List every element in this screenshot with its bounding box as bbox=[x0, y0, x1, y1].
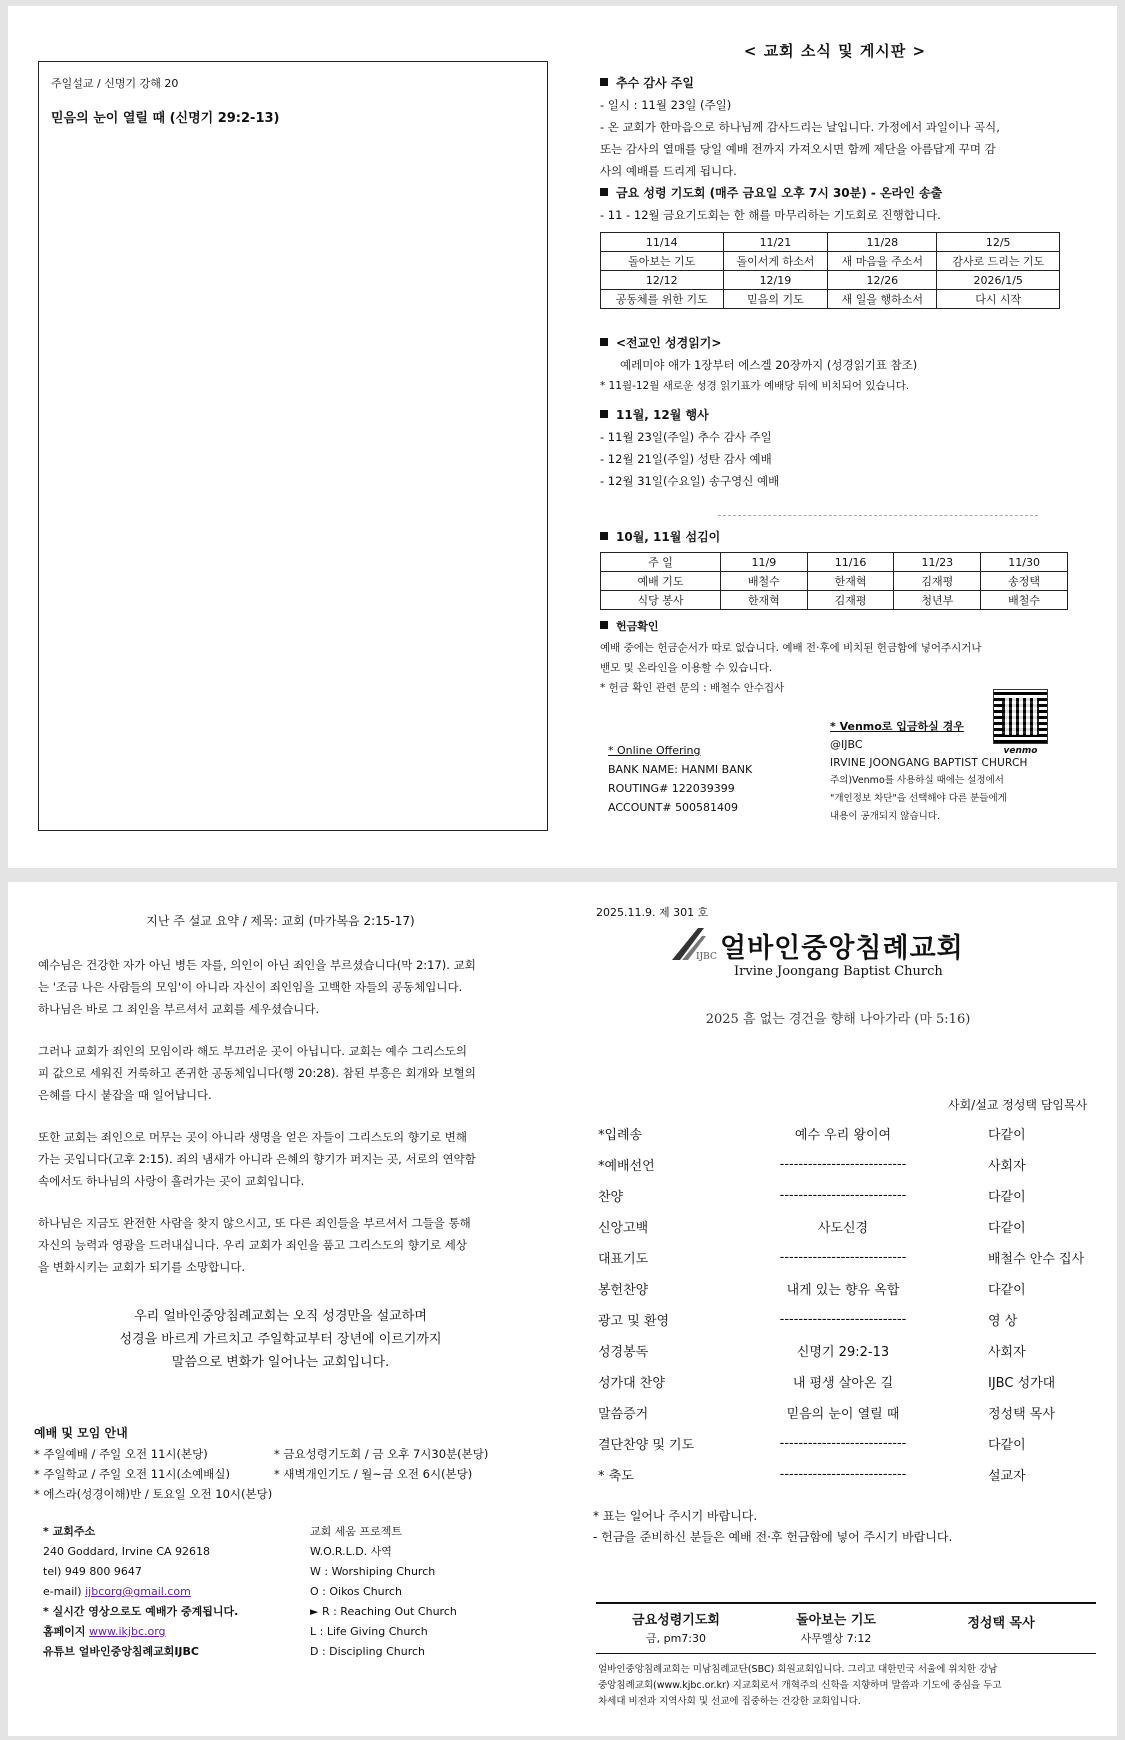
table-cell: 새 마음을 주소서 bbox=[828, 252, 937, 271]
meetings-section bbox=[34, 1422, 554, 1504]
order-item: 광고 및 환영 bbox=[598, 1314, 670, 1329]
order-content: 내게 있는 향유 옥합 bbox=[786, 1283, 900, 1298]
event-item: - 12월 31일(수요일) 송구영신 예배 bbox=[600, 474, 780, 488]
order-content: --------------------------- bbox=[779, 1250, 907, 1265]
email-label: e-mail) bbox=[43, 1585, 82, 1598]
table-cell: 송정택 bbox=[981, 572, 1068, 591]
order-content: --------------------------- bbox=[779, 1467, 907, 1482]
order-content: 내 평생 살아온 길 bbox=[792, 1376, 894, 1391]
order-leader: 설교자 bbox=[988, 1469, 1026, 1484]
order-leader: 다같이 bbox=[988, 1283, 1026, 1298]
sermon-notes-box bbox=[38, 61, 548, 831]
table-cell: 믿음의 기도 bbox=[723, 290, 828, 309]
order-row bbox=[598, 1335, 1084, 1366]
venmo-qr-code[interactable] bbox=[993, 689, 1048, 744]
table-cell: 공동체를 위한 기도 bbox=[601, 290, 724, 309]
summary-line: 하나님은 바로 그 죄인을 부르셔서 교회를 세우셨습니다. bbox=[38, 1002, 320, 1016]
divider bbox=[718, 515, 1038, 516]
summary-line: 은혜를 다시 붙잡을 때 일어납니다. bbox=[38, 1088, 212, 1102]
table-cell: 12/26 bbox=[828, 271, 937, 290]
order-row bbox=[598, 1428, 1084, 1459]
order-row bbox=[598, 1366, 1084, 1397]
order-item: *입례송 bbox=[598, 1128, 643, 1143]
venmo-account-name: IRVINE JOONGANG BAPTIST CHURCH bbox=[830, 757, 1028, 769]
world-item: ► R : Reaching Out Church bbox=[310, 1605, 457, 1618]
order-item: 말씀증거 bbox=[598, 1407, 649, 1422]
world-item: L : Life Giving Church bbox=[310, 1625, 428, 1638]
order-leader: 사회자 bbox=[988, 1345, 1026, 1360]
order-row bbox=[598, 1304, 1084, 1335]
address-label: * 교회주소 bbox=[43, 1525, 96, 1538]
offering-line: 예배 중에는 헌금순서가 따로 없습니다. 예배 전·후에 비치된 헌금함에 넣어주시거나 bbox=[600, 642, 982, 654]
order-leader: 영 상 bbox=[988, 1314, 1018, 1329]
table-cell: 11/16 bbox=[807, 553, 894, 572]
order-content: --------------------------- bbox=[779, 1188, 907, 1203]
reading-note: * 11월-12월 새로운 성경 읽기표가 예배당 뒤에 비치되어 있습니다. bbox=[600, 380, 910, 392]
serving-heading: 10월, 11월 섬김이 bbox=[616, 530, 721, 544]
church-name-en: Irvine Joongang Baptist Church bbox=[734, 964, 943, 979]
table-row bbox=[601, 591, 1068, 610]
online-offering-title: * Online Offering bbox=[608, 744, 701, 757]
friday-prayer-section bbox=[600, 182, 1100, 309]
table-cell: 다시 시작 bbox=[937, 290, 1060, 309]
email-link[interactable]: ijbcorg@gmail.com bbox=[85, 1585, 191, 1598]
board-title: < 교회 소식 및 게시판 > bbox=[743, 42, 927, 60]
table-cell: 배철수 bbox=[720, 572, 807, 591]
meeting-item: * 주일학교 / 주일 오전 11시(소예배실) bbox=[34, 1467, 230, 1481]
order-leader: 다같이 bbox=[988, 1128, 1026, 1143]
summary-line: 가는 곳입니다(고후 2:15). 죄의 냄새가 아니라 은혜의 향기가 퍼지는 곳, 서로의 연약함 bbox=[38, 1152, 476, 1166]
order-item: 봉헌찬양 bbox=[598, 1283, 649, 1298]
about-line: 얼바인중앙침례교회는 미남침례교단(SBC) 회원교회입니다. 그리고 대한민국 서울에 위치한 강남 bbox=[598, 1664, 998, 1675]
order-row bbox=[598, 1242, 1084, 1273]
mission-statement bbox=[8, 1305, 553, 1374]
table-cell: 돌이서게 하소서 bbox=[723, 252, 828, 271]
serving-table bbox=[600, 552, 1068, 610]
summary-line: 피 값으로 세워진 거룩하고 존귀한 공동체입니다(행 20:28). 참된 부흥은 회개와 보혈의 bbox=[38, 1066, 476, 1080]
table-row bbox=[601, 233, 1060, 252]
bible-reading-section bbox=[600, 332, 1100, 396]
order-content: --------------------------- bbox=[779, 1312, 907, 1327]
order-content: --------------------------- bbox=[779, 1157, 907, 1172]
order-content: --------------------------- bbox=[779, 1436, 907, 1451]
sermon-series: 주일설교 / 신명기 강해 20 bbox=[51, 77, 179, 90]
table-row bbox=[601, 252, 1060, 271]
order-leader: 다같이 bbox=[988, 1190, 1026, 1205]
table-row bbox=[601, 290, 1060, 309]
table-row bbox=[601, 271, 1060, 290]
order-item: 성경봉독 bbox=[598, 1345, 649, 1360]
table-cell: 11/9 bbox=[720, 553, 807, 572]
order-leader: 배철수 안수 집사 bbox=[988, 1252, 1085, 1267]
about-line: 차세대 비전과 지역사회 및 선교에 집중하는 건강한 교회입니다. bbox=[598, 1696, 861, 1707]
table-cell: 김재평 bbox=[894, 572, 981, 591]
summary-line: 또한 교회는 죄인으로 머무는 곳이 아니라 생명을 얻은 자들이 그리스도의 향기로 변해 bbox=[38, 1130, 468, 1144]
order-item: 성가대 찬양 bbox=[598, 1376, 665, 1391]
bullet-square-icon bbox=[600, 78, 608, 86]
venmo-handle: @IJBC bbox=[830, 738, 863, 751]
footer-title: 금요성령기도회 bbox=[632, 1613, 720, 1628]
world-item: W : Worshiping Church bbox=[310, 1565, 436, 1578]
thanksgiving-line: 또는 감사의 열매를 당일 예배 전까지 가져오시면 함께 제단을 아름답게 꾸며 감 bbox=[600, 142, 996, 156]
bullet-square-icon bbox=[600, 621, 608, 629]
friday-heading: 금요 성령 기도회 (매주 금요일 오후 7시 30분) - 온라인 송출 bbox=[616, 186, 943, 200]
world-item: O : Oikos Church bbox=[310, 1585, 402, 1598]
events-heading: 11월, 12월 행사 bbox=[616, 408, 709, 422]
table-cell: 식당 봉사 bbox=[601, 591, 721, 610]
meeting-item: * 주일예배 / 주일 오전 11시(본당) bbox=[34, 1447, 208, 1461]
order-note: - 헌금을 준비하신 분들은 예배 전·후 헌금함에 넣어 주시기 바랍니다. bbox=[593, 1530, 953, 1544]
table-cell: 돌아보는 기도 bbox=[601, 252, 724, 271]
thanksgiving-line: - 온 교회가 한마음으로 하나님께 감사드리는 날입니다. 가정에서 과일이나 곡식, bbox=[600, 120, 1000, 134]
footer-bar bbox=[596, 1602, 1096, 1654]
venmo-note: "개인정보 차단"을 선택해야 다른 분들에게 bbox=[830, 793, 1007, 804]
address-street: 240 Goddard, Irvine CA 92618 bbox=[43, 1545, 211, 1558]
offering-line: * 헌금 확인 관련 문의 : 배철수 안수집사 bbox=[600, 682, 785, 694]
order-note: * 표는 일어나 주시기 바랍니다. bbox=[593, 1509, 758, 1523]
order-leader: IJBC 성가대 bbox=[988, 1376, 1056, 1391]
order-row bbox=[598, 1180, 1084, 1211]
world-subtitle: W.O.R.L.D. 사역 bbox=[310, 1545, 392, 1558]
bullet-square-icon bbox=[600, 188, 608, 196]
address-block bbox=[43, 1522, 238, 1662]
account-number: ACCOUNT# 500581409 bbox=[608, 801, 739, 814]
order-leader: 사회자 bbox=[988, 1159, 1026, 1174]
order-notes bbox=[593, 1506, 952, 1548]
church-about bbox=[598, 1662, 1098, 1710]
venmo-note: 내용이 공개되지 않습니다. bbox=[830, 811, 941, 822]
about-line: 중앙침례교회(www.kjbc.or.kr) 지교회로서 개혁주의 신학을 지향하며 말씀과 기도에 중심을 두고 bbox=[598, 1680, 1002, 1691]
world-project bbox=[310, 1522, 457, 1662]
order-content: 사도신경 bbox=[817, 1221, 869, 1236]
mission-line: 말씀으로 변화가 일어나는 교회입니다. bbox=[171, 1355, 390, 1370]
thanksgiving-date: - 일시 : 11월 23일 (주일) bbox=[600, 98, 732, 112]
routing-number: ROUTING# 122039399 bbox=[608, 782, 735, 795]
church-name-kr: 얼바인중앙침례교회 bbox=[720, 933, 964, 964]
table-cell: 2026/1/5 bbox=[937, 271, 1060, 290]
friday-note: - 11 - 12월 금요기도회는 한 해를 마무리하는 기도회로 진행합니다. bbox=[600, 208, 941, 222]
event-item: - 12월 21일(주일) 성탄 감사 예배 bbox=[600, 452, 772, 466]
thanksgiving-line: 사의 예배를 드리게 됩니다. bbox=[600, 164, 737, 178]
table-row bbox=[601, 553, 1068, 572]
sermon-title: 믿음의 눈이 열릴 때 (신명기 29:2-13) bbox=[51, 111, 280, 126]
bullet-square-icon bbox=[600, 338, 608, 346]
mission-line: 우리 얼바인중앙침례교회는 오직 성경만을 설교하며 bbox=[134, 1309, 427, 1324]
world-title: 교회 세움 프로젝트 bbox=[310, 1525, 403, 1538]
service-leader: 사회/설교 정성택 담임목사 bbox=[948, 1098, 1088, 1112]
order-content: 믿음의 눈이 열릴 때 bbox=[786, 1407, 900, 1422]
serving-section bbox=[600, 526, 1100, 610]
table-cell: 11/30 bbox=[981, 553, 1068, 572]
footer-preacher: 정성택 목사 bbox=[967, 1616, 1035, 1631]
summary-line: 속에서도 하나님의 사랑이 흘러가는 곳이 교회입니다. bbox=[38, 1174, 305, 1188]
thanksgiving-heading: 추수 감사 주일 bbox=[616, 76, 694, 90]
order-item: 결단찬양 및 기도 bbox=[598, 1438, 695, 1453]
order-item: * 축도 bbox=[598, 1469, 634, 1484]
offering-section bbox=[600, 616, 1100, 698]
table-cell: 한재혁 bbox=[807, 572, 894, 591]
summary-heading: 지난 주 설교 요약 / 제목: 교회 (마가복음 2:15-17) bbox=[146, 914, 415, 928]
meeting-item: * 금요성령기도회 / 금 오후 7시30분(본당) bbox=[274, 1447, 489, 1461]
live-stream-note: * 실시간 영상으로도 예배가 중계됩니다. bbox=[43, 1605, 239, 1618]
sermon-summary bbox=[38, 954, 558, 1278]
table-cell: 예배 기도 bbox=[601, 572, 721, 591]
phone-number: tel) 949 800 9647 bbox=[43, 1565, 142, 1578]
event-item: - 11월 23일(주일) 추수 감사 주일 bbox=[600, 430, 772, 444]
footer-sub: 사무엘상 7:12 bbox=[800, 1632, 872, 1645]
venmo-note: 주의)Venmo를 사용하실 때에는 설정에서 bbox=[830, 775, 1004, 786]
events-section bbox=[600, 404, 1100, 492]
table-cell: 배철수 bbox=[981, 591, 1068, 610]
homepage-link[interactable]: www.ikjbc.org bbox=[89, 1625, 166, 1638]
mission-line: 성경을 바르게 가르치고 주일학교부터 장년에 이르기까지 bbox=[119, 1332, 442, 1347]
table-cell: 한재혁 bbox=[720, 591, 807, 610]
order-item: 신앙고백 bbox=[598, 1221, 649, 1236]
table-cell: 11/21 bbox=[723, 233, 828, 252]
order-content: 예수 우리 왕이여 bbox=[794, 1128, 892, 1143]
reading-heading: <전교인 성경읽기> bbox=[616, 336, 722, 350]
meeting-item: * 새벽개인기도 / 월~금 오전 6시(본당) bbox=[274, 1467, 473, 1481]
bank-name: BANK NAME: HANMI BANK bbox=[608, 763, 753, 776]
table-cell: 새 일을 행하소서 bbox=[828, 290, 937, 309]
order-item: 찬양 bbox=[598, 1190, 624, 1205]
table-cell: 청년부 bbox=[894, 591, 981, 610]
order-leader: 정성택 목사 bbox=[988, 1407, 1055, 1422]
online-offering-block bbox=[608, 741, 752, 817]
reading-line: 예레미야 애가 1장부터 에스겔 20장까지 (성경읽기표 참조) bbox=[620, 358, 918, 372]
table-cell: 12/12 bbox=[601, 271, 724, 290]
table-cell: 11/28 bbox=[828, 233, 937, 252]
table-cell: 11/23 bbox=[894, 553, 981, 572]
offering-line: 밴모 및 온라인을 이용할 수 있습니다. bbox=[600, 662, 773, 674]
footer-sub: 금, pm7:30 bbox=[645, 1632, 707, 1645]
world-item: D : Discipling Church bbox=[310, 1645, 426, 1658]
meetings-heading: 예배 및 모임 안내 bbox=[34, 1426, 128, 1440]
footer-title: 돌아보는 기도 bbox=[796, 1613, 876, 1628]
order-of-worship bbox=[598, 1118, 1084, 1490]
table-cell: 김재평 bbox=[807, 591, 894, 610]
logo-letters: IJBC bbox=[696, 952, 717, 962]
summary-line: 는 '조금 나은 사람들의 모임'이 아니라 자신이 죄인임을 고백한 자들의 공동체입니다. bbox=[38, 980, 463, 994]
venmo-title: * Venmo로 입금하실 경우 bbox=[830, 720, 964, 733]
order-row bbox=[598, 1149, 1084, 1180]
youtube-channel: 유튜브 얼바인중앙침례교회IJBC bbox=[43, 1645, 199, 1658]
order-content: 신명기 29:2-13 bbox=[796, 1345, 890, 1360]
bulletin-page-cover bbox=[8, 882, 1117, 1736]
order-leader: 다같이 bbox=[988, 1221, 1026, 1236]
summary-line: 을 변화시키는 교회가 되기를 소망합니다. bbox=[38, 1260, 246, 1274]
offering-heading: 헌금확인 bbox=[616, 620, 659, 633]
table-cell: 12/5 bbox=[937, 233, 1060, 252]
table-cell: 11/14 bbox=[601, 233, 724, 252]
order-row bbox=[598, 1118, 1084, 1149]
order-item: 대표기도 bbox=[598, 1252, 649, 1267]
meeting-item: * 에스라(성경이해)반 / 토요일 오전 10시(본당) bbox=[34, 1487, 273, 1501]
bullet-square-icon bbox=[600, 532, 608, 540]
issue-number: 2025.11.9. 제 301 호 bbox=[596, 906, 709, 919]
order-row bbox=[598, 1273, 1084, 1304]
thanksgiving-section bbox=[600, 72, 1100, 182]
year-motto: 2025 흠 없는 경건을 향해 나아가라 (마 5:16) bbox=[705, 1012, 971, 1027]
table-cell: 12/19 bbox=[723, 271, 828, 290]
order-item: *예배선언 bbox=[598, 1159, 655, 1174]
summary-line: 그러나 교회가 죄인의 모임이라 해도 부끄러운 곳이 아닙니다. 교회는 예수 그리스도의 bbox=[38, 1044, 468, 1058]
bullet-square-icon bbox=[600, 410, 608, 418]
table-cell: 감사로 드리는 기도 bbox=[937, 252, 1060, 271]
order-row bbox=[598, 1397, 1084, 1428]
order-row bbox=[598, 1459, 1084, 1490]
table-row bbox=[601, 572, 1068, 591]
homepage-label: 홈페이지 bbox=[43, 1625, 86, 1638]
order-row bbox=[598, 1211, 1084, 1242]
order-leader: 다같이 bbox=[988, 1438, 1026, 1453]
table-cell: 주 일 bbox=[601, 553, 721, 572]
friday-schedule-table bbox=[600, 232, 1060, 309]
bulletin-page-inside bbox=[8, 6, 1117, 868]
summary-line: 하나님은 지금도 완전한 사람을 찾지 않으시고, 또 다른 죄인들을 부르셔서 그들을 통해 bbox=[38, 1216, 471, 1230]
summary-line: 예수님은 건강한 자가 아닌 병든 자를, 의인이 아닌 죄인을 부르셨습니다(막 2:17). 교회 bbox=[38, 958, 476, 972]
venmo-logo: venmo bbox=[1003, 746, 1038, 756]
summary-line: 자신의 능력과 영광을 드러내십니다. 우리 교회가 죄인을 품고 그리스도의 향기로 세상 bbox=[38, 1238, 468, 1252]
